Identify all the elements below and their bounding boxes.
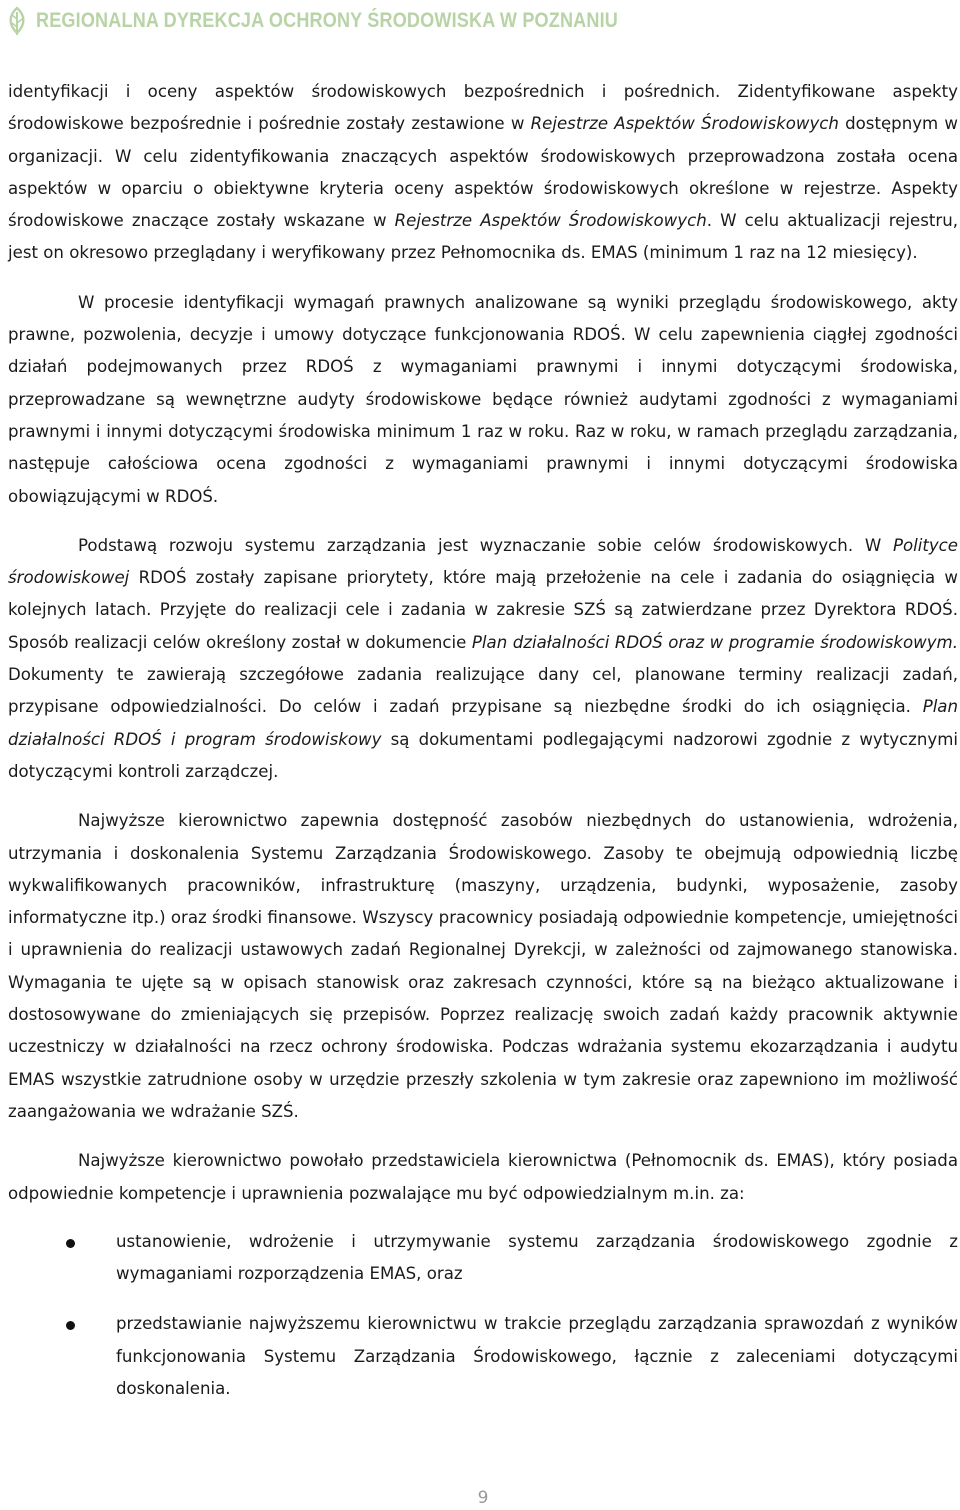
bullet-icon [66, 1321, 75, 1330]
italic-text: Plan działalności RDOŚ i program środowiskowy [8, 697, 958, 749]
page-header [6, 4, 713, 38]
organization-name: REGIONALNA DYREKCJA OCHRONY ŚRODOWISKA W POZNANIU [36, 9, 619, 32]
list-item-text: ustanowienie, wdrożenie i utrzymywanie systemu zarządzania środowiskowego zgodnie z wymaganiami rozporządzenia EMAS, oraz [116, 1231, 958, 1284]
text-run: identyfikacji i oceny aspektów środowiskowych bezpośrednich i pośrednich. Zidentyfikowane aspekty środowiskowe bezpośrednie i pośrednie zostały zestawione w [8, 82, 958, 134]
body-paragraph [8, 1145, 958, 1210]
body-paragraph [8, 530, 958, 788]
text-run: Podstawą rozwoju systemu zarządzania jest wyznaczanie sobie celów środowiskowych. W [78, 535, 893, 555]
italic-text: Plan działalności RDOŚ oraz w programie środowiskowym. [471, 632, 958, 652]
leaf-icon [6, 6, 28, 36]
text-run: Dokumenty te zawierają szczegółowe zadania realizujące dany cel, planowane terminy realizacji zadań, przypisane odpowiedzialności. Do celów i zadań przypisane są niezbędne środki do ich osiągnięcia. [8, 665, 958, 717]
body-paragraph [8, 805, 958, 1128]
page-number: 9 [477, 1488, 489, 1508]
text-run: Najwyższe kierownictwo zapewnia dostępność zasobów niezbędnych do ustanowienia, wdrożenia, utrzymania i doskonalenia Systemu Zarządzania Środowiskowego. Zasoby te obejmują odpowiednią liczbę wykwalifikowanych pracowników, infrastrukturę (maszyny, urządzenia, budynki, wyposażenie, zasoby informatyczne itp.) oraz środki finansowe. Wszyscy pracownicy posiadają odpowiednie kompetencje, umiejętności i uprawnienia do realizacji ustawowych zadań Regionalnej Dyrekcji, w zależności od zajmowanego stanowiska. Wymagania te ujęte są w opisach stanowisk oraz zakresach czynności, które są na bieżąco aktualizowane i dostosowywane do zmieniających się przepisów. Poprzez realizację swoich zadań każdy pracownik aktywnie uczestniczy w działalności na rzecz ochrony środowiska. Podczas wdrażania systemu ekozarządzania i audytu EMAS wszystkie zatrudnione osoby w urzędzie przeszły szkolenia w tym zakresie oraz zapewniono im możliwość zaangażowania we wdrażanie SZŚ. [8, 811, 958, 1121]
italic-text: Polityce środowiskowej [8, 535, 958, 588]
text-run: RDOŚ zostały zapisane priorytety, które mają przełożenie na cele i zadania do osiągnięcia w kolejnych latach. Przyjęte do realizacji cele i zadania w zakresie SZŚ są zatwierdzane przez Dyrektora RDOŚ. Sposób realizacji celów określony został w dokumencie [8, 568, 958, 652]
list-item [8, 1226, 958, 1291]
text-run: dostępnym w organizacji. W celu zidentyfikowania znaczących aspektów środowiskowych przeprowadzona została ocena aspektów w oparciu o obiektywne kryteria oceny aspektów środowiskowych określone w rejestrze. Aspekty środowiskowe znaczące zostały wskazane w [8, 114, 958, 231]
bullet-list [8, 1226, 958, 1405]
text-run: W procesie identyfikacji wymagań prawnych analizowane są wyniki przeglądu środowiskowego, akty prawne, pozwolenia, decyzje i umowy dotyczące funkcjonowania RDOŚ. W celu zapewnienia ciągłej zgodności działań podejmowanych przez RDOŚ z wymaganiami prawnymi i innymi dotyczącymi środowiska, przeprowadzane są wewnętrzne audyty środowiskowe będące również audytami zgodności z wymaganiami prawnymi i innymi dotyczącymi środowiska minimum 1 raz w roku. Raz w roku, w ramach przeglądu zarządzania, następuje całościowa ocena zgodności z wymaganiami prawnymi i innymi dotyczącymi środowiska obowiązującymi w RDOŚ. [8, 292, 958, 506]
text-run: są dokumentami podlegającymi nadzorowi zgodnie z wytycznymi dotyczącymi kontroli zarządczej. [8, 729, 958, 781]
text-run: Najwyższe kierownictwo powołało przedstawiciela kierownictwa (Pełnomocnik ds. EMAS), który posiada odpowiednie kompetencje i uprawnienia pozwalające mu być odpowiedzialnym m.in. za: [8, 1151, 958, 1203]
document-body [8, 76, 958, 1423]
list-item [8, 1308, 958, 1405]
italic-text: Rejestrze Aspektów Środowiskowych [394, 211, 707, 231]
body-paragraph [8, 76, 958, 270]
list-item-text: przedstawianie najwyższemu kierownictwu w trakcie przeglądu zarządzania sprawozdań z wyników funkcjonowania Systemu Zarządzania Środowiskowego, łącznie z zaleceniami dotyczącymi doskonalenia. [116, 1314, 958, 1398]
text-run: . W celu aktualizacji rejestru, jest on okresowo przeglądany i weryfikowany przez Pełnomocnika ds. EMAS (minimum 1 raz na 12 miesięcy). [8, 211, 958, 263]
italic-text: Rejestrze Aspektów Środowiskowych [530, 114, 839, 134]
bullet-icon [66, 1239, 75, 1248]
body-paragraph [8, 287, 958, 513]
